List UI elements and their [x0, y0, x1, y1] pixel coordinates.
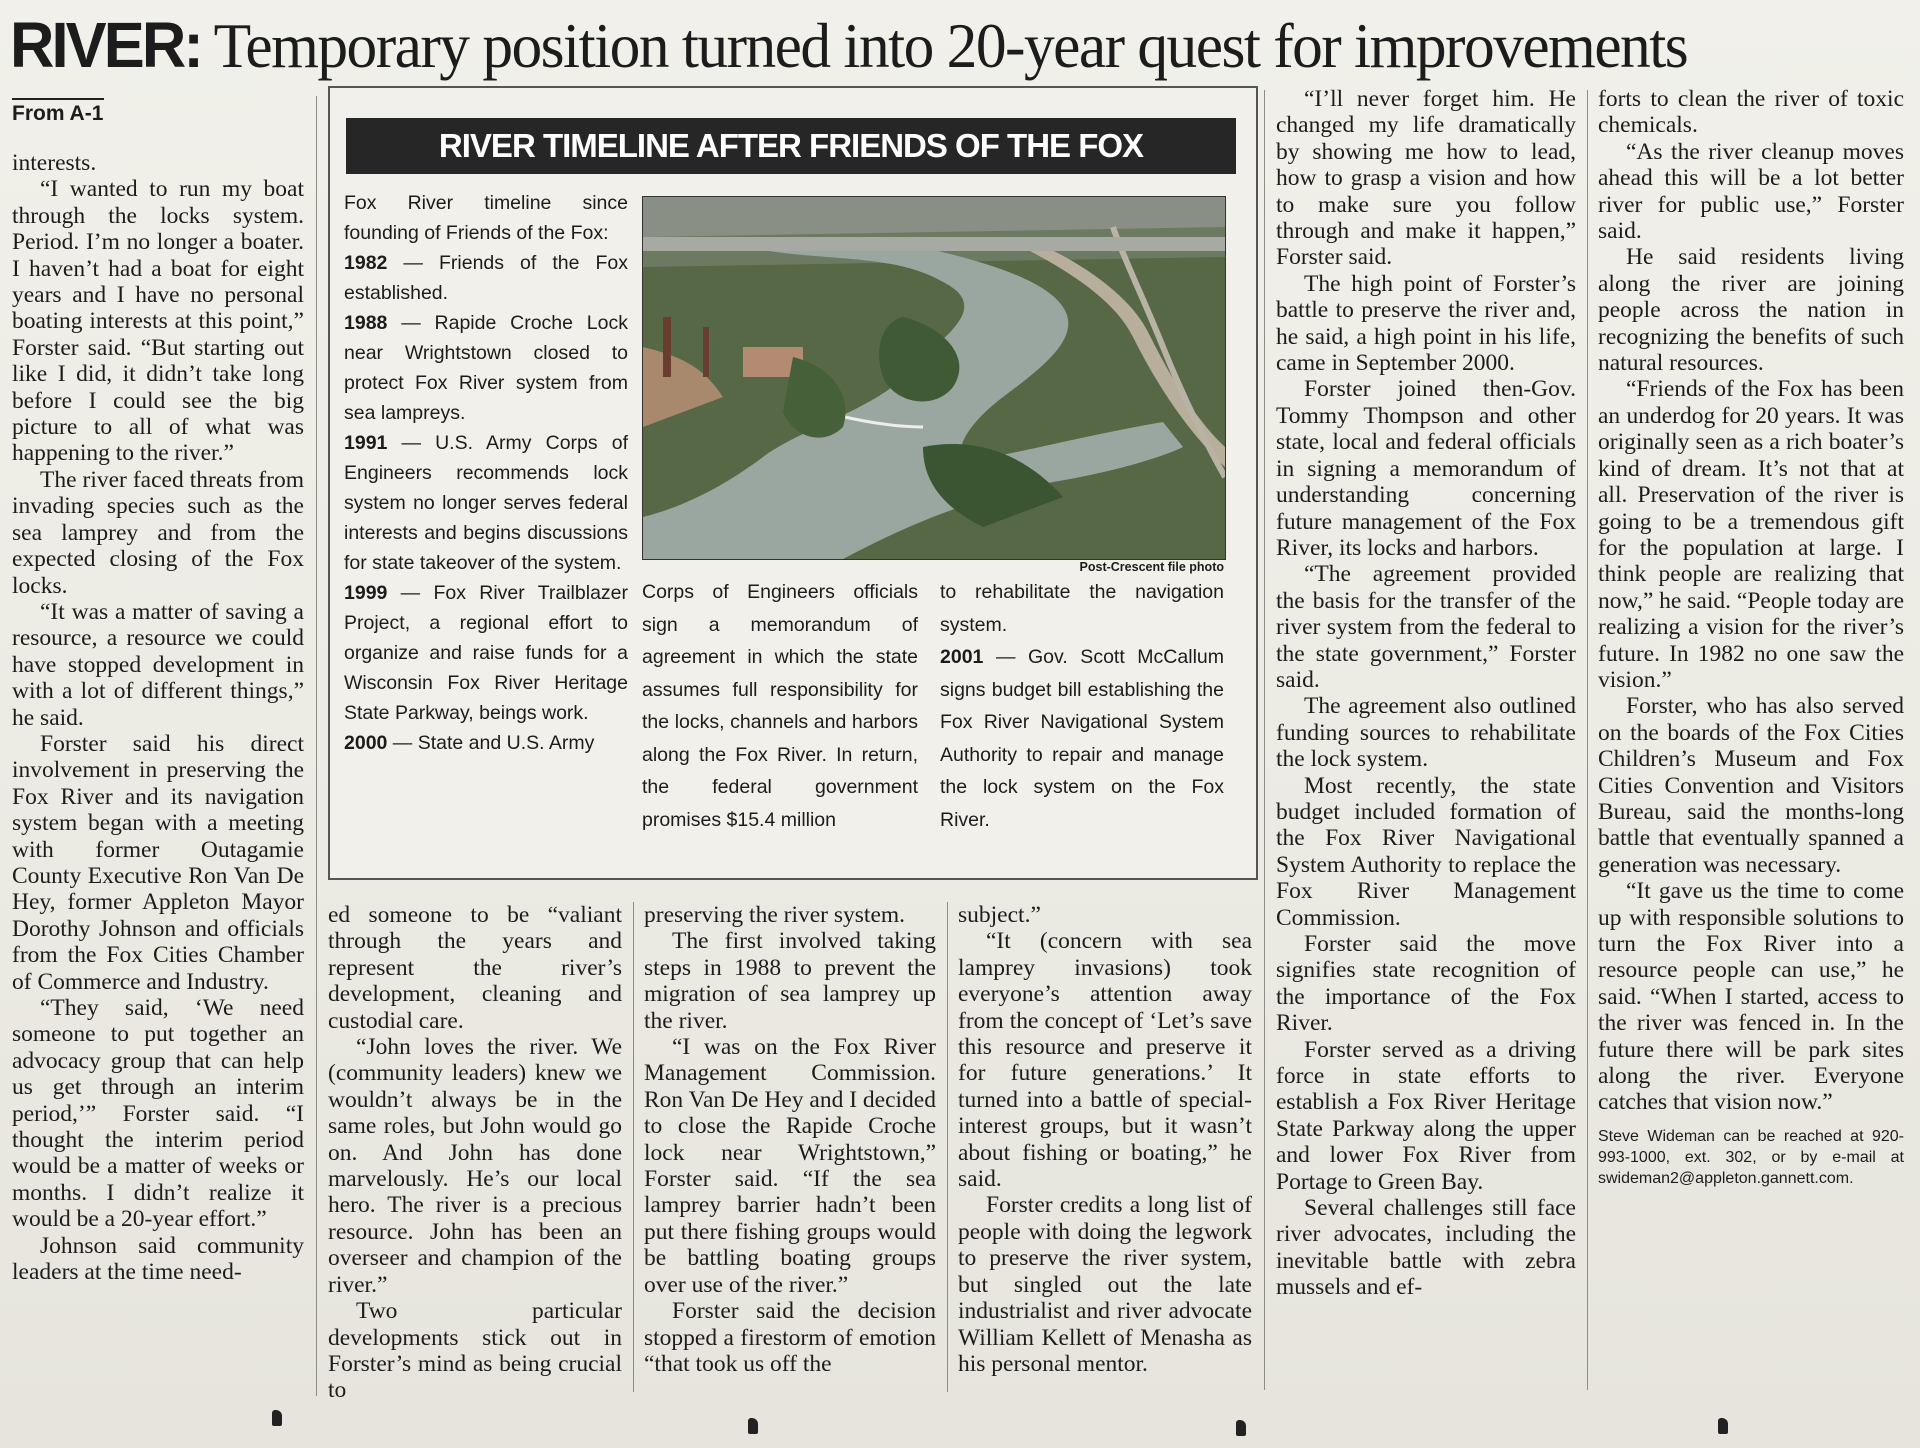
column-rule: [316, 96, 317, 1396]
paragraph: Forster joined then-Gov. Tommy Thompson and other state, local and federal officials in signing a memorandum of understanding concerning future management of the Fox River, its locks and harbors.: [1276, 376, 1576, 561]
paragraph: “John loves the river. We (community leaders) knew we wouldn’t always be in the same roles, but John would go on. And John has done marvelously. He’s our local hero. The river is a precious resource. John has been an overseer and champion of the river.”: [328, 1034, 622, 1298]
paragraph: “I wanted to run my boat through the locks system. Period. I’m no longer a boater. I haven’t had a boat for eight years and I have no personal boating interests at this point,” Forster said. “But starting out like I did, it didn’t take long before I could see the big picture to all of what was happening to the river.”: [12, 176, 304, 467]
article-column-5: [1276, 86, 1576, 1402]
print-mark: [1236, 1420, 1246, 1436]
paragraph: Forster credits a long list of people with doing the legwork to preserve the river system, but singled out the late industrialist and river advocate William Kellett of Menasha as his personal mentor.: [958, 1192, 1252, 1377]
paragraph: forts to clean the river of toxic chemicals.: [1598, 86, 1904, 139]
headline-text: Temporary position turned into 20-year quest for improvements: [200, 10, 1688, 81]
from-label: From A-1: [12, 102, 104, 125]
article-column-6: [1598, 86, 1904, 1416]
timeline-box: [328, 86, 1258, 880]
timeline-year: 1988: [344, 312, 388, 334]
column-rule: [633, 902, 634, 1392]
paragraph: Forster said his direct involvement in preserving the Fox River and its navigation system began with a meeting with former Outagamie County Executive Ron Van De Hey, former Appleton Mayor Dorothy Johnson and officials from the Fox Cities Chamber of Commerce and Industry.: [12, 730, 304, 995]
paragraph: The high point of Forster’s battle to preserve the river and, he said, a high point in his life, came in September 2000.: [1276, 270, 1576, 377]
timeline-text: U.S. Army Corps of Engineers recommends lock system no longer serves federal interests and begins discussions for state takeover of the system.: [344, 432, 629, 574]
timeline-column-2: [642, 576, 918, 836]
timeline-continuation: to rehabilitate the navigation system.: [940, 581, 1224, 636]
paragraph: Forster said the move signifies state recognition of the importance of the Fox River.: [1276, 931, 1576, 1037]
timeline-year: 1999: [344, 582, 388, 604]
timeline-text: Rapide Croche Lock near Wrightstown closed to protect Fox River system from sea lampreys.: [344, 312, 628, 424]
timeline-text: Friends of the Fox established.: [344, 252, 629, 304]
column-rule: [1587, 90, 1588, 1390]
paragraph: preserving the river system.: [644, 902, 906, 928]
timeline-entry: 2000 — State and U.S. Army: [344, 732, 595, 754]
paragraph: Several challenges still face river advocates, including the inevitable battle with zebra mussels and ef-: [1276, 1195, 1576, 1301]
timeline-year: 1991: [344, 432, 388, 454]
timeline-text: Gov. Scott McCallum signs budget bill establishing the Fox River Navigational System Authority to repair and manage the lock system on the Fox River.: [940, 646, 1224, 831]
paragraph: “It was a matter of saving a resource, a resource we could have stopped development in with a lot of different things,” he said.: [12, 598, 304, 731]
paragraph: “It gave us the time to come up with responsible solutions to turn the Fox River into a resource people can use,” he said. “When I started, access to the river was fenced in. In the future there will be park sites along the river. Everyone catches that vision now.”: [1598, 878, 1904, 1116]
paragraph: He said residents living along the river are joining people across the nation in recognizing the benefits of such natural resources.: [1598, 244, 1904, 377]
timeline-entry: 2001 — Gov. Scott McCallum signs budget bill establishing the Fox River Navigational System Authority to repair and manage the lock system on the Fox River.: [940, 646, 1224, 831]
paragraph: “They said, ‘We need someone to put together an advocacy group that can help us get through an interim period,’” Forster said. “I thought the interim period would be a matter of weeks or months. I didn’t realize it would be a 20-year effort.”: [12, 995, 304, 1233]
timeline-intro: Fox River timeline since founding of Friends of the Fox:: [344, 192, 628, 244]
paragraph: Johnson said community leaders at the time need-: [12, 1232, 304, 1286]
paragraph: The river faced threats from invading species such as the sea lamprey and from the expected closing of the Fox locks.: [12, 466, 304, 599]
author-contact: Steve Wideman can be reached at 920-993-1000, ext. 302, or by e-mail at swideman2@appleton.gannett.com.: [1598, 1127, 1904, 1187]
photo-credit: Post-Crescent file photo: [1079, 560, 1224, 574]
paragraph: “As the river cleanup moves ahead this will be a lot better river for public use,” Forster said.: [1598, 138, 1904, 245]
timeline-entry: 1988 — Rapide Croche Lock near Wrightstown closed to protect Fox River system from sea lampreys.: [344, 312, 628, 424]
headline: [10, 2, 1834, 88]
from-rule: [12, 98, 104, 100]
timeline-column-1: [344, 188, 628, 758]
timeline-entry: 1999 — Fox River Trailblazer Project, a regional effort to organize and raise funds for a Wisconsin Fox River Heritage State Parkway, beings work.: [344, 582, 628, 724]
paragraph: Forster served as a driving force in state efforts to establish a Fox River Heritage State Parkway along the upper and lower Fox River from Portage to Green Bay.: [1276, 1036, 1576, 1195]
paragraph: “I’ll never forget him. He changed my life dramatically by showing me how to lead, how to grasp a vision and how to make sure you follow through and make it happen,” Forster said.: [1276, 86, 1576, 271]
headline-kicker: RIVER:: [10, 9, 201, 81]
timeline-year: 1982: [344, 252, 388, 274]
timeline-year: 2001: [940, 646, 984, 668]
article-column-1: [12, 150, 304, 1390]
timeline-entry: 1982 — Friends of the Fox established.: [344, 252, 629, 304]
article-column-2: [328, 902, 622, 1402]
paragraph: Two particular developments stick out in Forster’s mind as being crucial to: [328, 1298, 622, 1402]
paragraph: ed someone to be “valiant through the years and represent the river’s development, cleaning and custodial care.: [328, 902, 622, 1034]
timeline-text: Fox River Trailblazer Project, a regional effort to organize and raise funds for a Wisconsin Fox River Heritage State Parkway, beings work.: [344, 582, 628, 724]
timeline-year: 2000: [344, 732, 388, 754]
paragraph: “I was on the Fox River Management Commission. Ron Van De Hey and I decided to close the Rapide Croche lock near Wrightstown,” Forster said. “If the sea lamprey barrier hadn’t been put there fishing groups would be battling boating groups over use of the river.”: [644, 1034, 936, 1298]
paragraph: interests.: [12, 150, 97, 176]
timeline-continuation: Corps of Engineers officials sign a memorandum of agreement in which the state assumes full responsibility for the locks, channels and harbors along the Fox River. In return, the federal government promises $15.4 million: [642, 581, 918, 831]
paragraph: subject.”: [958, 902, 1041, 928]
paragraph: Most recently, the state budget included formation of the Fox River Navigational System Authority to replace the Fox River Management Commission.: [1276, 772, 1576, 931]
aerial-river-illustration: [643, 197, 1225, 559]
print-mark: [748, 1418, 758, 1434]
aerial-river-photo: [642, 196, 1226, 560]
paragraph: The first involved taking steps in 1988 to prevent the migration of sea lamprey up the river.: [644, 928, 936, 1034]
paragraph: Forster said the decision stopped a firestorm of emotion “that took us off the: [644, 1298, 936, 1377]
timeline-entry: 1991 — U.S. Army Corps of Engineers recommends lock system no longer serves federal interests and begins discussions for state takeover of the system.: [344, 432, 629, 574]
timeline-text: State and U.S. Army: [417, 732, 595, 754]
print-mark: [272, 1410, 282, 1426]
paragraph: “The agreement provided the basis for the transfer of the river system from the federal to the state government,” Forster said.: [1276, 561, 1576, 693]
print-mark: [1718, 1418, 1728, 1434]
timeline-title: RIVER TIMELINE AFTER FRIENDS OF THE FOX: [346, 118, 1236, 174]
paragraph: “It (concern with sea lamprey invasions) took everyone’s attention away from the concept of ‘Let’s save this resource and preserve it for future generations.’ It turned into a battle of special-interest groups, but it wasn’t about fishing or boating,” he said.: [958, 928, 1252, 1193]
paragraph: “Friends of the Fox has been an underdog for 20 years. It was originally seen as a rich boater’s kind of dream. It’s not that at all. Preservation of the river is going to be a tremendous gift for the population at large. I think people are realizing that now,” he said. “People today are realizing a vision for the river’s future. In 1982 no one saw the vision.”: [1598, 376, 1904, 693]
timeline-column-3: [940, 576, 1224, 836]
article-column-3: [644, 902, 936, 1402]
column-rule: [947, 902, 948, 1392]
article-column-4: [958, 902, 1252, 1402]
paragraph: Forster, who has also served on the boards of the Fox Cities Children’s Museum and Fox Cities Convention and Visitors Bureau, said the months-long battle that eventually spanned a generation was necessary.: [1598, 693, 1904, 878]
paragraph: The agreement also outlined funding sources to rehabilitate the lock system.: [1276, 693, 1576, 773]
column-rule: [1264, 90, 1265, 1390]
